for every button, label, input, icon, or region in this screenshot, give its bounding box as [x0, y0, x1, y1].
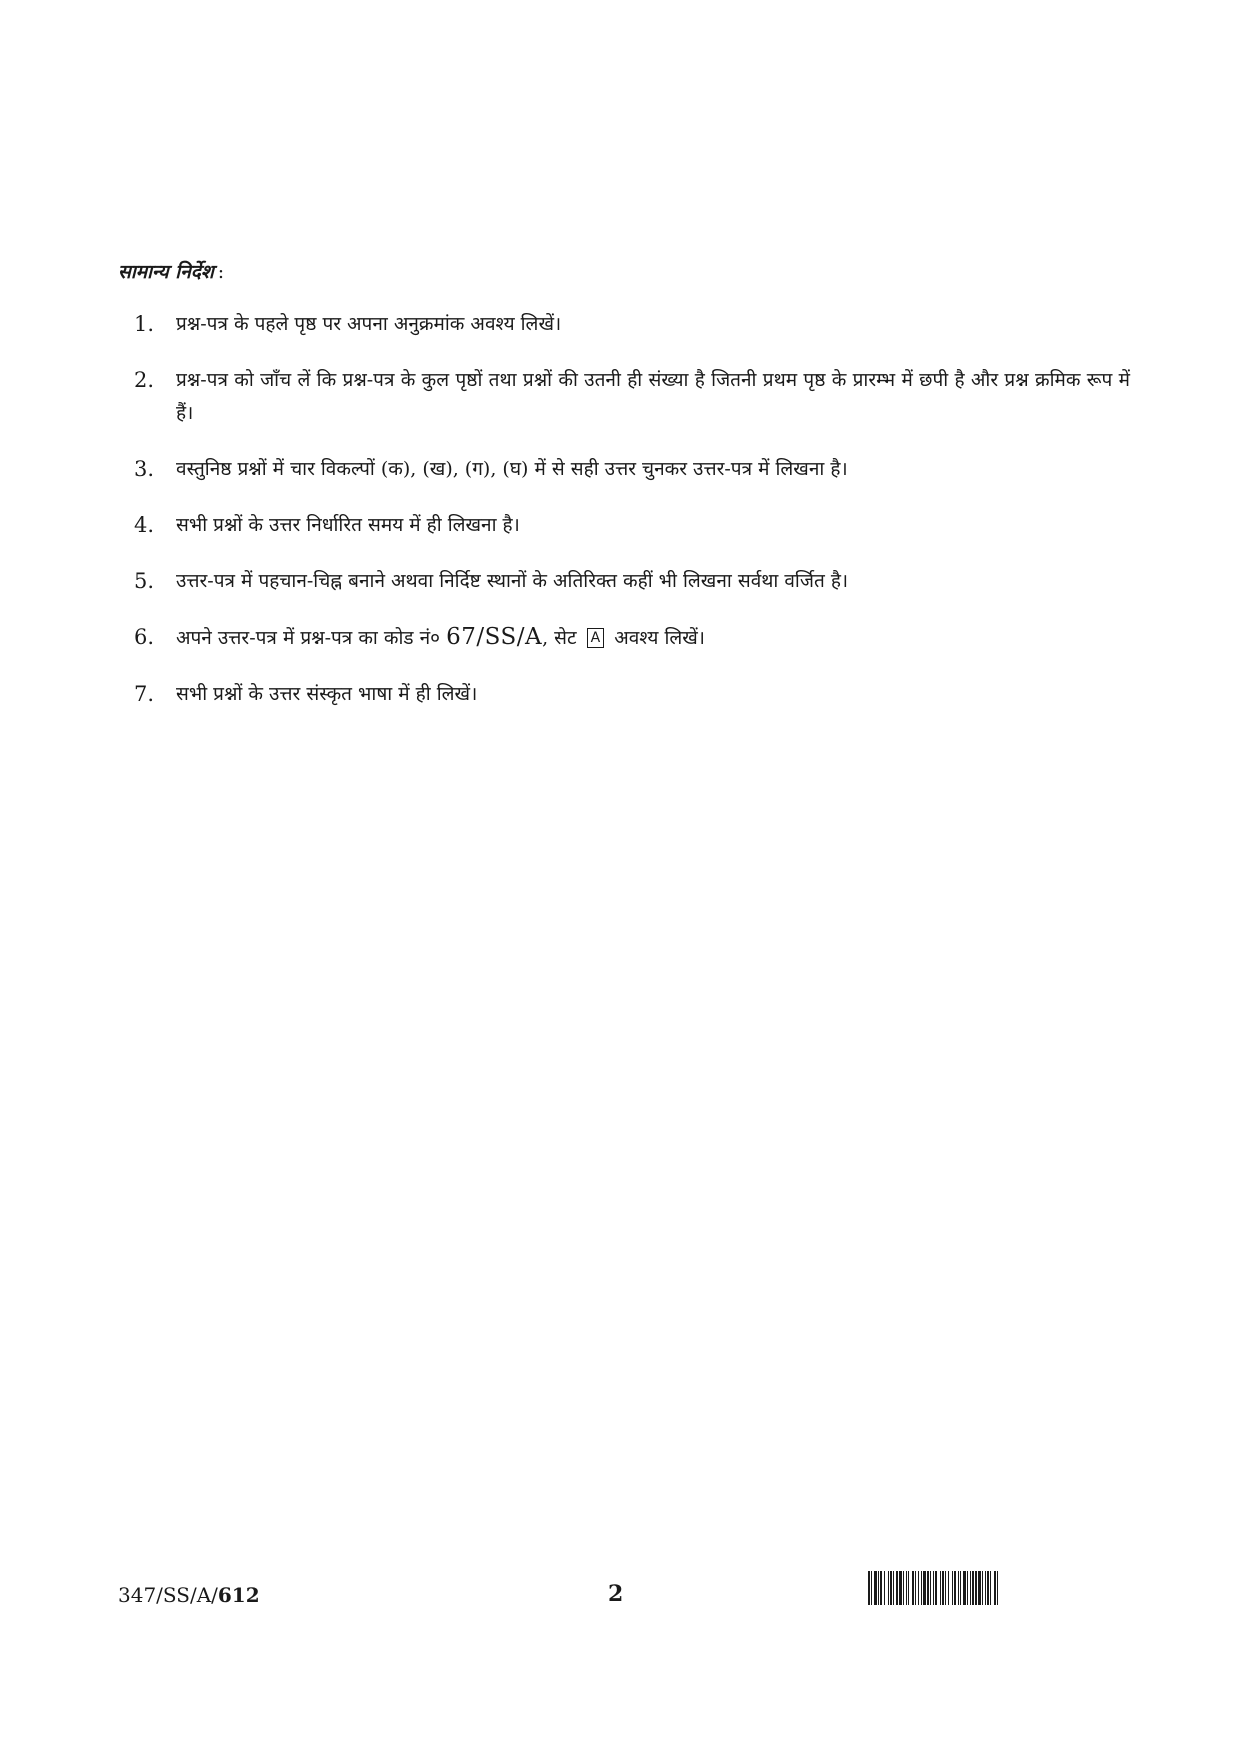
instruction-number: 4.	[133, 513, 154, 537]
instruction-number: 2.	[133, 368, 154, 392]
instruction-text: प्रश्न-पत्र के पहले पृष्ठ पर अपना अनुक्रमांक अवश्य लिखें।	[176, 313, 562, 335]
heading-text: सामान्य निर्देश	[118, 261, 214, 283]
page-number: 2	[608, 1581, 624, 1607]
footer-paper-code	[118, 1583, 260, 1607]
instruction-text: वस्तुनिष्ठ प्रश्नों में चार विकल्पों (क), (ख), (ग), (घ) में से सही उत्तर चुनकर उत्तर-पत्र में लिखना है।	[176, 458, 848, 480]
instruction-item	[118, 509, 1130, 542]
instructions-list	[118, 308, 1130, 711]
heading-colon: :	[217, 261, 225, 283]
instruction-text: सभी प्रश्नों के उत्तर संस्कृत भाषा में ही लिखें।	[176, 683, 478, 705]
instruction-item	[118, 453, 1130, 486]
instruction-item	[118, 621, 1130, 655]
set-label: , सेट	[542, 627, 583, 649]
instruction-item	[118, 364, 1130, 430]
barcode-icon	[868, 1571, 1130, 1605]
instruction-number: 1.	[133, 312, 154, 336]
instruction-text: प्रश्न-पत्र को जाँच लें कि प्रश्न-पत्र के कुल पृष्ठों तथा प्रश्नों की उतनी ही संख्या है जितनी प्रथम पृष्ठ के प्रारम्भ में छपी है और प्रश्न क्रमिक रूप में हैं।	[176, 369, 1130, 424]
instruction-text-after: अवश्य लिखें।	[608, 627, 705, 649]
instruction-number: 3.	[133, 457, 154, 481]
footer-code-bold: 612	[217, 1583, 260, 1607]
question-paper-code: 67/SS/A	[446, 624, 543, 650]
instruction-item	[118, 678, 1130, 711]
instruction-text-before: अपने उत्तर-पत्र में प्रश्न-पत्र का कोड नं०	[176, 627, 447, 649]
instruction-number: 6.	[133, 625, 154, 649]
instruction-number: 5.	[133, 569, 154, 593]
instructions-heading	[118, 258, 224, 284]
instruction-number: 7.	[133, 682, 154, 706]
instruction-text: सभी प्रश्नों के उत्तर निर्धारित समय में ही लिखना है।	[176, 514, 520, 536]
instruction-item	[118, 308, 1130, 341]
footer-code-prefix: 347/SS/A/	[118, 1583, 218, 1607]
instruction-text	[176, 621, 1130, 655]
set-box: A	[587, 628, 605, 648]
instruction-item	[118, 565, 1130, 598]
instruction-text: उत्तर-पत्र में पहचान-चिह्न बनाने अथवा निर्दिष्ट स्थानों के अतिरिक्त कहीं भी लिखना सर्वथा वर्जित है।	[176, 570, 849, 592]
